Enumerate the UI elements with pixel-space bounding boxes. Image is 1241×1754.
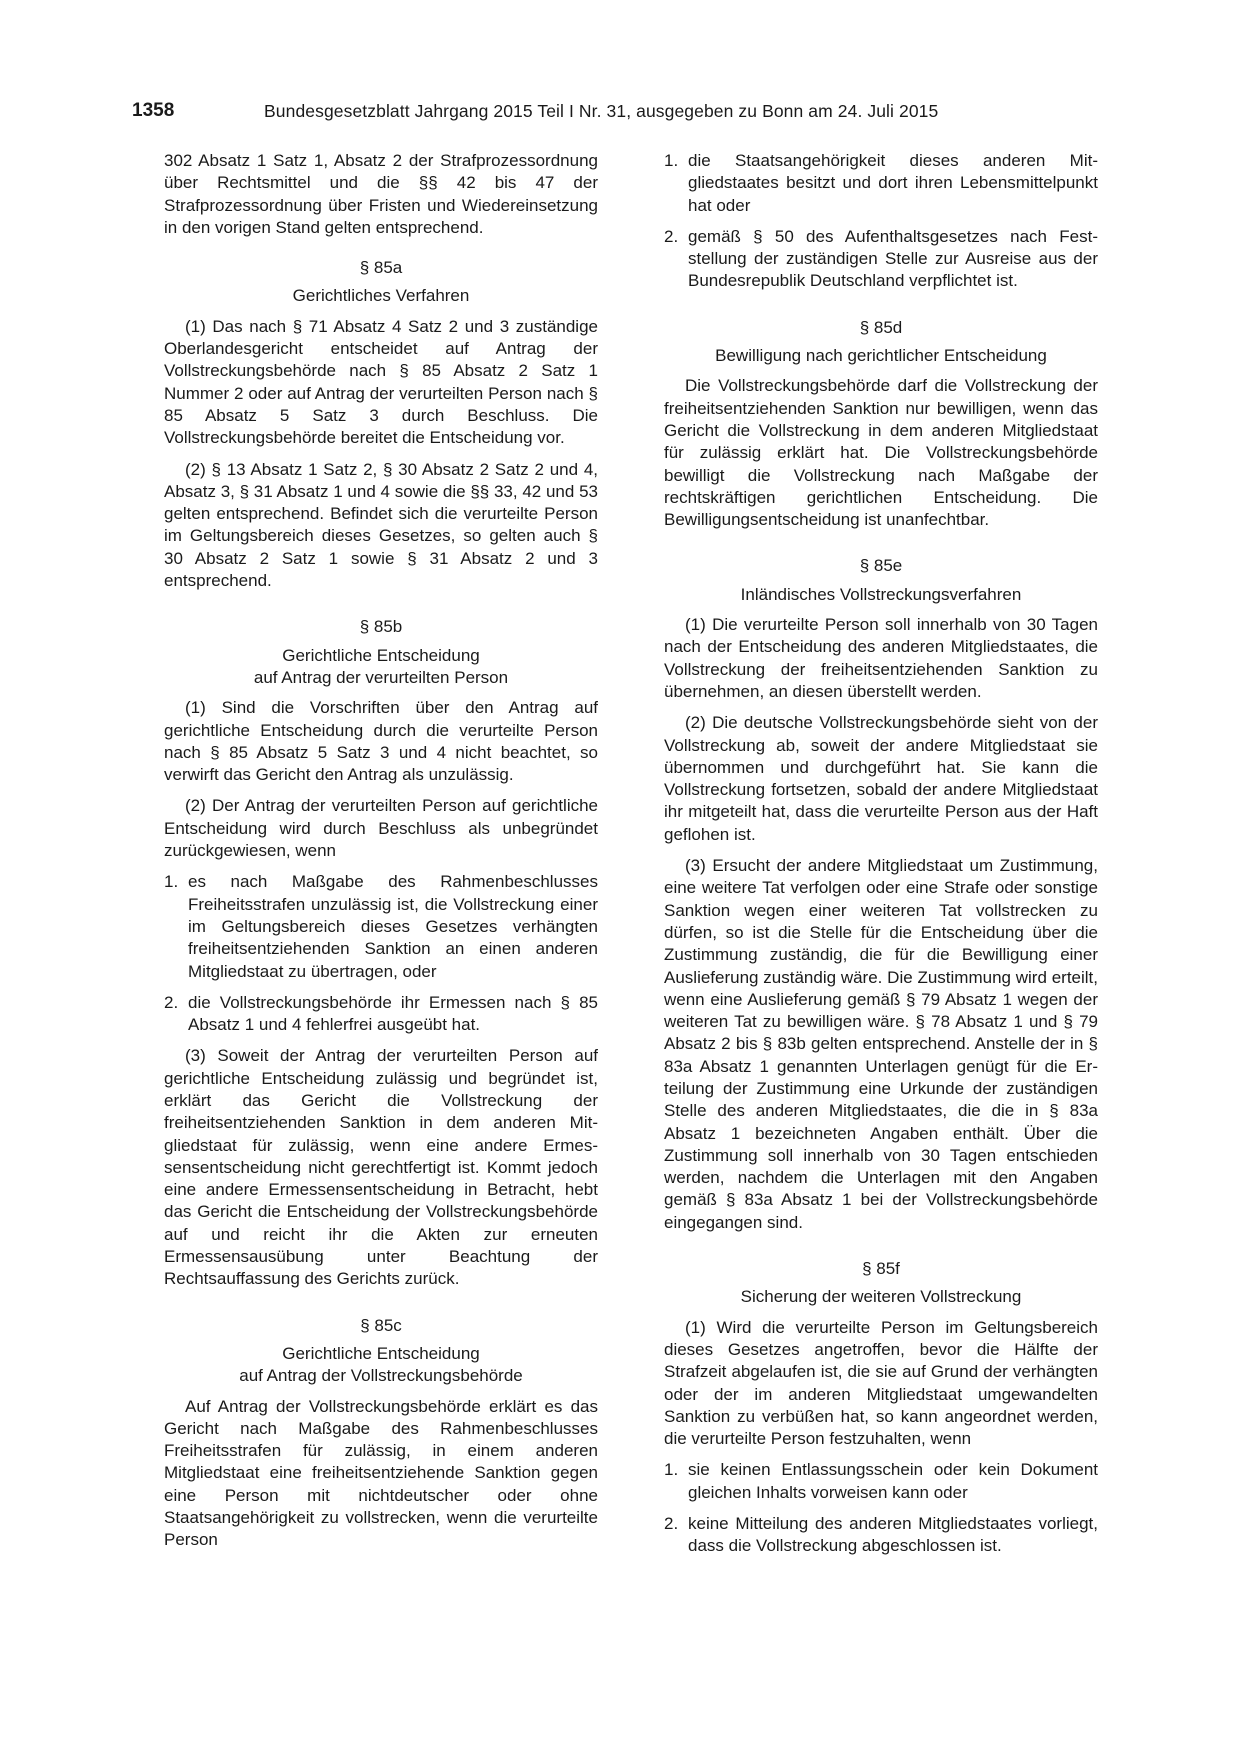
section-number-85e: § 85e bbox=[859, 556, 903, 576]
list-item-text: die Staatsangehörigkeit dieses anderen Mitgliedstaates besitzt und dort ihren Lebensmittelpunkt hat oder bbox=[688, 151, 1098, 215]
section-number-85b: § 85b bbox=[359, 617, 403, 637]
section-number-85a: § 85a bbox=[359, 258, 403, 278]
list-item-text: es nach Maßgabe des Rahmenbeschlusses Freiheitsstrafen unzulässig ist, die Vollstreckung einer im Geltungsbereich dieses Gesetzes verhängten freiheitsentziehenden Sanktion an einen anderen Mitgliedstaat zu übertragen, oder bbox=[188, 872, 598, 981]
list-item bbox=[664, 226, 1098, 293]
list-item-number: 1. bbox=[664, 1460, 679, 1480]
paragraph-85f-1: (1) Wird die verurteilte Person im Geltungsbereich dieses Gesetzes angetroffen, bevor die Hälfte der Strafzeit abgelaufen ist, die sie auf Grund der verhängten oder der im anderen Mitgliedstaat umgewandelten Sanktion zu verbüßen hat, so kann angeordnet werden, die verurteilte Person festzuhalten, wenn bbox=[664, 1317, 1098, 1449]
page-number: 1358 bbox=[132, 100, 175, 121]
list-item-number: 2. bbox=[664, 1514, 679, 1534]
section-number-85d: § 85d bbox=[859, 317, 903, 337]
paragraph-85a-2: (2) § 13 Absatz 1 Satz 2, § 30 Absatz 2 Satz 2 und 4, Absatz 3, § 31 Absatz 1 und 4 sowie die §§ 33, 42 und 53 gelten entsprechend. Befindet sich die verurteilte Person im Geltungsbereich dieses Gesetzes, so gelten auch § 30 Absatz 2 Satz 1 sowie § 31 Absatz 2 und 3 entsprechend. bbox=[164, 459, 598, 591]
paragraph-85b-1: (1) Sind die Vorschriften über den Antrag auf gerichtliche Entscheidung durch die verurteilte Person nach § 85 Absatz 5 Satz 3 und 4 nicht beachtet, so verwirft das Gericht den Antrag als unzulässig. bbox=[164, 698, 598, 785]
paragraph-85a-1: (1) Das nach § 71 Absatz 4 Satz 2 und 3 zuständige Oberlandesgericht entscheidet auf Antrag der Vollstreckungsbehörde nach § 85 Absatz 2 Satz 1 Nummer 2 oder auf Antrag der verurteilten Person nach § 85 Absatz 5 Satz 3 durch Beschluss. Die Vollstreckungsbehörde bereitet die Entscheidung vor. bbox=[164, 316, 598, 448]
paragraph-85e-3: (3) Ersucht der andere Mitgliedstaat um Zustimmung, eine weitere Tat verfolgen oder eine Strafe oder sonstige Sanktion wegen einer weiteren Tat vollstrecken zu dürfen, so ist die Stelle für die Entscheidung über die Zustimmung zuständig, die für die Bewilligung einer Auslieferung zuständig wäre. Die Zustimmung wird erteilt, wenn eine Auslieferung gemäß § 79 Absatz 1 wegen der weiteren Tat zu bewilligen wäre. § 78 Absatz 1 und § 79 Absatz 2 bis § 83b gelten entsprechend. Anstelle der in § 83a Absatz 1 genannten Unterlagen genügt für die Erteilung der Zustimmung eine Urkunde der zuständigen Stelle des anderen Mitgliedstaates, die die in § 83a Absatz 1 bezeichneten Angaben enthält. Über die Zustimmung soll innerhalb von 30 Tagen entschieden werden, nachdem die Unterlagen mit den Angaben gemäß § 83a Absatz 1 bei der Vollstreckungsbehörde eingegangen sind. bbox=[664, 856, 1098, 1232]
list-item-number: 1. bbox=[164, 872, 179, 892]
section-title-85a-text: Gerichtliches Verfahren bbox=[292, 286, 470, 306]
list-item-text: gemäß § 50 des Aufenthaltsgesetzes nach Feststellung der zuständigen Stelle zur Ausreise aus der Bundesrepublik Deutschland verpflichtet ist. bbox=[688, 226, 1098, 291]
paragraph-85b-3: (3) Soweit der Antrag der verurteilten Person auf gerichtliche Entscheidung zulässig und begründet ist, erklärt das Gericht die Vollstreckung der freiheitsentziehenden Sanktion in dem anderen Mitgliedstaat für zulässig, wenn eine andere Ermessensentscheidung nicht gerechtfertigt ist. Kommt jedoch eine andere Ermessensentscheidung in Betracht, hebt das Gericht die Entscheidung der Vollstreckungsbehörde auf und reicht ihr die Akten zur erneuten Ermessensausübung unter Beachtung der Rechtsauffassung des Gerichts zurück. bbox=[164, 1046, 598, 1289]
section-number-85c: § 85c bbox=[360, 1315, 402, 1335]
section-title-85b-line2: auf Antrag der verurteilten Person bbox=[253, 667, 509, 687]
list-item-number: 1. bbox=[664, 151, 679, 170]
right-column bbox=[664, 150, 1098, 1567]
list-item bbox=[664, 1459, 1098, 1504]
list-item bbox=[164, 992, 598, 1037]
list-item-number: 2. bbox=[164, 992, 179, 1012]
list-item-text: keine Mitteilung des anderen Mitgliedstaates vorliegt, dass die Vollstreckung abgeschlossen ist. bbox=[688, 1514, 1098, 1556]
list-item-text: die Vollstreckungsbehörde ihr Ermessen nach § 85 Absatz 1 und 4 fehlerfrei ausgeübt hat. bbox=[188, 992, 598, 1035]
section-title-85c-line2: auf Antrag der Vollstreckungsbehörde bbox=[239, 1366, 523, 1386]
section-title-85d-text: Bewilligung nach gerichtlicher Entscheidung bbox=[715, 346, 1047, 366]
paragraph-85b-2: (2) Der Antrag der verurteilten Person auf gerichtliche Entscheidung wird durch Beschluss als unbegründet zurückgewiesen, wenn bbox=[164, 796, 598, 861]
section-title-85f-text: Sicherung der weiteren Vollstreckung bbox=[740, 1287, 1022, 1307]
section-title-85c-line1: Gerichtliche Entscheidung bbox=[282, 1343, 480, 1363]
section-title-85b bbox=[164, 645, 598, 690]
section-title-85c bbox=[164, 1343, 598, 1388]
section-number-85f: § 85f bbox=[862, 1259, 900, 1279]
list-item-text: sie keinen Entlassungsschein oder kein Dokument gleichen Inhalts vorweisen kann oder bbox=[688, 1460, 1098, 1502]
list-85c-continued bbox=[664, 150, 1098, 293]
intro-paragraph: 302 Absatz 1 Satz 1, Absatz 2 der Strafprozessordnung über Rechtsmittel und die §§ 42 bis 47 der Strafprozessordnung über Fristen und Wiedereinsetzung in den vorigen Stand gelten entsprechend. bbox=[164, 151, 598, 237]
paragraph-85c-1: Auf Antrag der Vollstreckungsbehörde erklärt es das Gericht nach Maßgabe des Rahmenbeschlusses Freiheitsstrafen für zulässig, in einem anderen Mitgliedstaat eine freiheitsentziehende Sanktion gegen eine Person mit nichtdeutscher oder ohne Staatsangehörigkeit zu vollstrecken, wenn die verurteilte Person bbox=[164, 1396, 598, 1550]
section-title-85d bbox=[664, 345, 1098, 367]
list-item bbox=[664, 1513, 1098, 1558]
paragraph-85d-1: Die Vollstreckungsbehörde darf die Vollstreckung der freiheitsentziehenden Sanktion nur bewilligen, wenn das Gericht die Vollstreckung in dem anderen Mitgliedstaat für zulässig erklärt hat. Die Vollstreckungsbehörde bewilligt die Vollstreckung nach Maßgabe der rechtskräftigen gerichtlichen Entscheidung. Die Bewilligungsentscheidung ist unanfechtbar. bbox=[664, 376, 1098, 530]
section-title-85e bbox=[664, 584, 1098, 606]
section-title-85a bbox=[164, 285, 598, 307]
list-85b bbox=[164, 871, 598, 1036]
list-item bbox=[664, 150, 1098, 217]
list-item-number: 2. bbox=[664, 226, 679, 246]
paragraph-85e-1: (1) Die verurteilte Person soll innerhalb von 30 Tagen nach der Entscheidung des anderen Mitgliedstaates, die Vollstreckung der freiheitsentziehenden Sanktion zu übernehmen, an diesen überstellt werden. bbox=[664, 615, 1098, 701]
section-title-85f bbox=[664, 1286, 1098, 1308]
section-title-85e-text: Inländisches Vollstreckungsverfahren bbox=[740, 584, 1022, 604]
running-head: Bundesgesetzblatt Jahrgang 2015 Teil I Nr. 31, ausgegeben zu Bonn am 24. Juli 2015 bbox=[264, 101, 939, 121]
list-item bbox=[164, 871, 598, 982]
paragraph-85e-2: (2) Die deutsche Vollstreckungsbehörde sieht von der Vollstreckung ab, soweit der andere Mitgliedstaat sie übernommen und durchgeführt hat. Sie kann die Vollstreckung fortsetzen, sobald der andere Mitgliedstaat ihr mitgeteilt hat, dass die verurteilte Person aus der Haft geflohen ist. bbox=[664, 713, 1098, 844]
section-title-85b-line1: Gerichtliche Entscheidung bbox=[282, 645, 480, 665]
left-column bbox=[164, 150, 598, 1561]
list-85f bbox=[664, 1459, 1098, 1557]
page-header bbox=[132, 100, 972, 130]
